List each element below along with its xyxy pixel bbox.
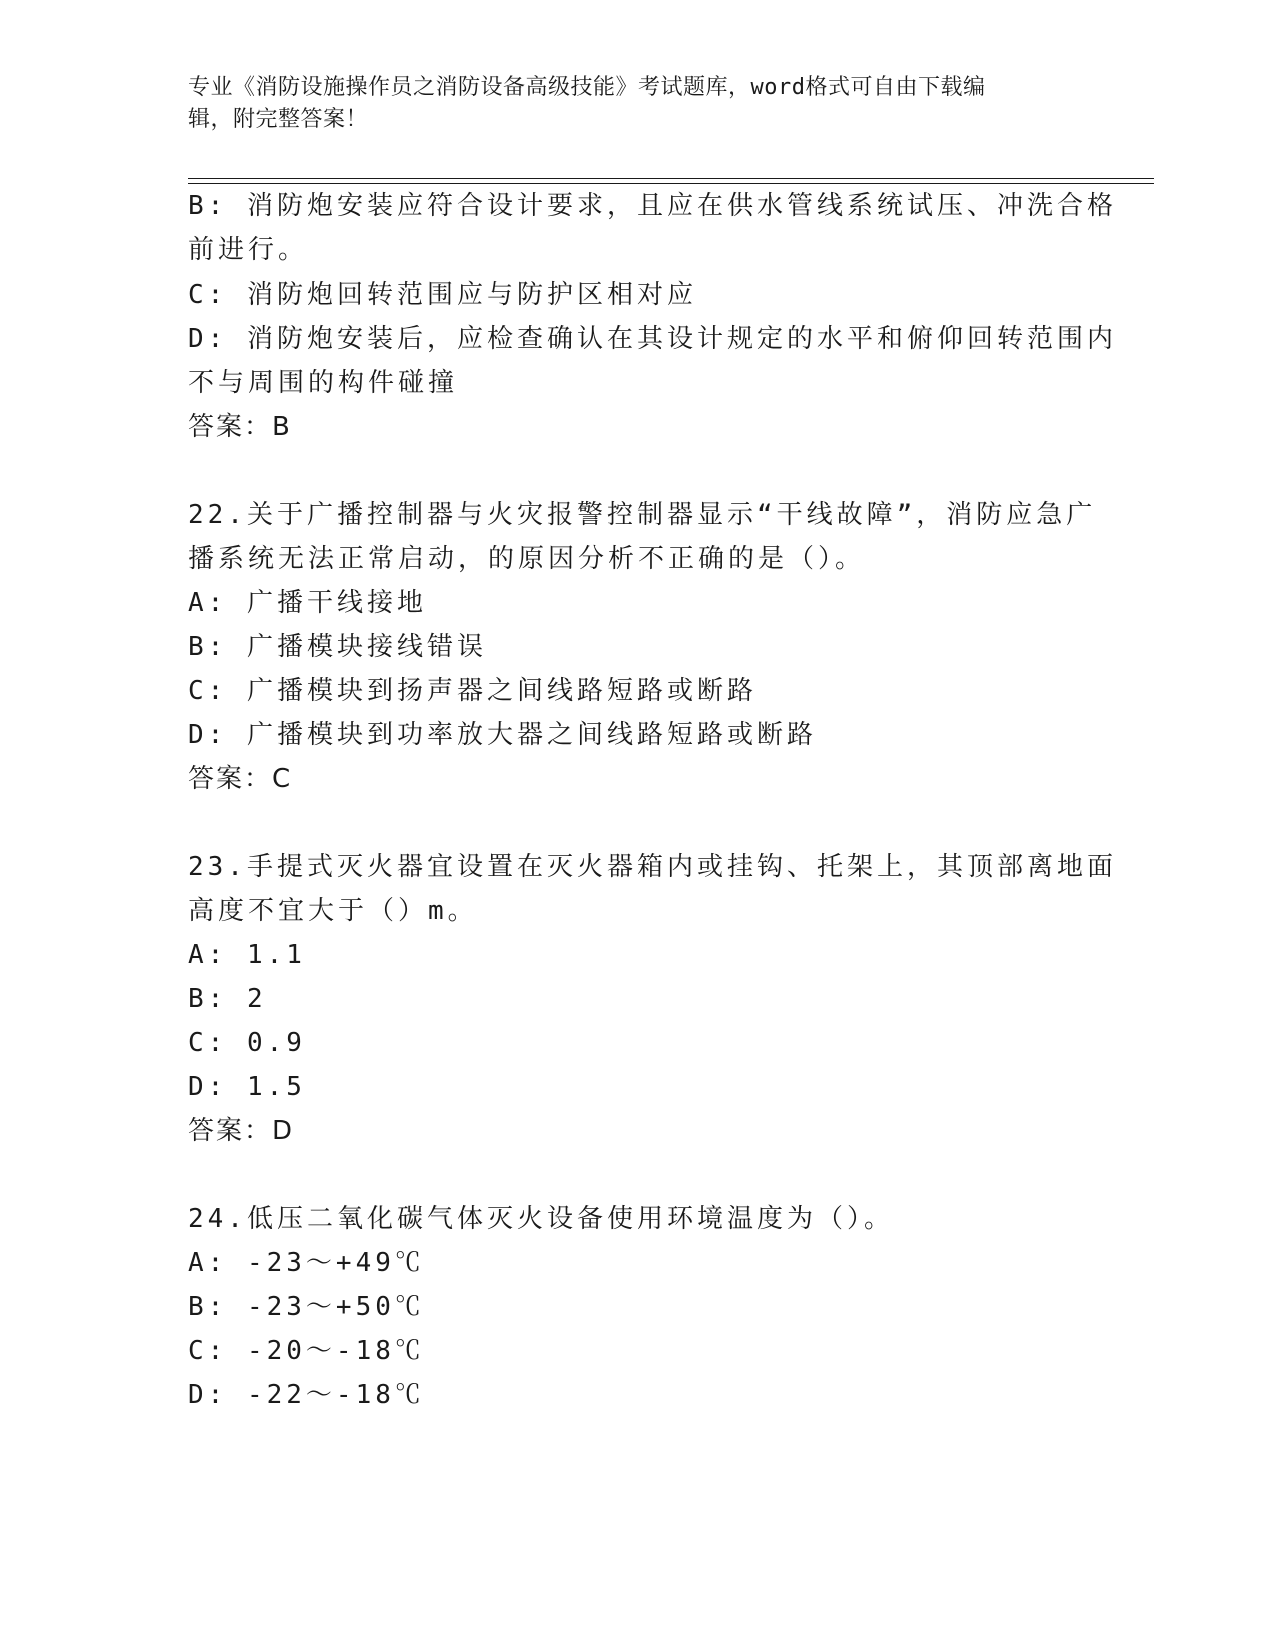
q21-option-d-line-2: 不与周围的构件碰撞 — [188, 368, 459, 398]
q21-answer: 答案：B — [188, 412, 292, 442]
q22-stem-line-1: 22.关于广播控制器与火灾报警控制器显示“干线故障”，消防应急广 — [188, 500, 1097, 530]
q23-option-a: A: 1.1 — [188, 940, 306, 970]
q22-option-d: D: 广播模块到功率放大器之间线路短路或断路 — [188, 720, 817, 750]
header-title-line-1: 专业《消防设施操作员之消防设备高级技能》考试题库，word格式可自由下载编 — [188, 75, 986, 100]
q22-answer: 答案：C — [188, 764, 293, 794]
q23-stem-line-1: 23.手提式灭火器宜设置在灭火器箱内或挂钩、托架上，其顶部离地面 — [188, 852, 1117, 882]
q24-stem-line-1: 24.低压二氧化碳气体灭火设备使用环境温度为（）。 — [188, 1204, 894, 1234]
q24-option-d: D: -22～-18℃ — [188, 1380, 425, 1410]
q22-option-a: A: 广播干线接地 — [188, 588, 427, 618]
header-divider-top — [188, 178, 1154, 179]
header-title-line-2: 辑，附完整答案！ — [188, 107, 369, 132]
q24-option-b: B: -23～+50℃ — [188, 1292, 425, 1322]
q21-option-b-line-2: 前进行。 — [188, 235, 309, 265]
q24-option-c: C: -20～-18℃ — [188, 1336, 425, 1366]
q21-option-b-line-1: B: 消防炮安装应符合设计要求，且应在供水管线系统试压、冲洗合格 — [188, 191, 1117, 221]
q21-option-c: C: 消防炮回转范围应与防护区相对应 — [188, 280, 697, 310]
document-header — [188, 72, 1088, 136]
q24-option-a: A: -23～+49℃ — [188, 1248, 425, 1278]
q23-option-c: C: 0.9 — [188, 1028, 306, 1058]
q23-answer: 答案：D — [188, 1116, 295, 1146]
q22-stem-line-2: 播系统无法正常启动，的原因分析不正确的是（）。 — [188, 544, 866, 574]
q22-option-c: C: 广播模块到扬声器之间线路短路或断路 — [188, 676, 757, 706]
q23-stem-line-2: 高度不宜大于（）m。 — [188, 896, 478, 926]
header-divider-bottom — [188, 183, 1154, 184]
q22-option-b: B: 广播模块接线错误 — [188, 632, 487, 662]
q21-option-d-line-1: D: 消防炮安装后，应检查确认在其设计规定的水平和俯仰回转范围内 — [188, 324, 1117, 354]
q23-option-d: D: 1.5 — [188, 1072, 306, 1102]
q23-option-b: B: 2 — [188, 984, 267, 1014]
